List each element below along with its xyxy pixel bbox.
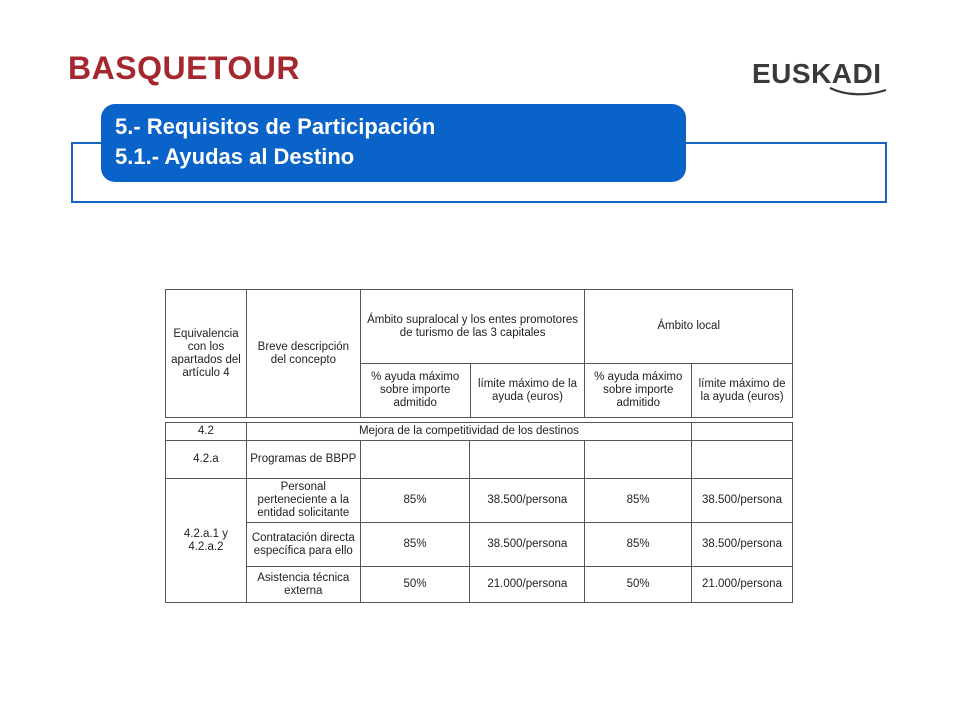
aid-table bbox=[165, 289, 793, 418]
row-42a-desc: Programas de BBPP bbox=[246, 441, 360, 479]
row-pct-local: 85% bbox=[585, 523, 692, 567]
section-empty bbox=[692, 423, 793, 441]
row-desc: Personal perteneciente a la entidad solicitante bbox=[246, 479, 360, 523]
table-row bbox=[166, 479, 793, 523]
euskadi-logo bbox=[752, 58, 892, 98]
row-desc: Asistencia técnica externa bbox=[246, 567, 360, 603]
row-pct-local: 50% bbox=[585, 567, 692, 603]
header-ambito-supralocal: Ámbito supralocal y los entes promotores de turismo de las 3 capitales bbox=[360, 290, 585, 364]
header-limite-local: límite máximo de la ayuda (euros) bbox=[692, 364, 793, 418]
empty-cell bbox=[692, 441, 793, 479]
header-equivalencia: Equivalencia con los apartados del artículo 4 bbox=[166, 290, 247, 418]
basquetour-logo bbox=[68, 50, 300, 87]
table-row-section bbox=[166, 423, 793, 441]
table-row bbox=[166, 567, 793, 603]
row-42a-code: 4.2.a bbox=[166, 441, 247, 479]
aid-table-body-wrap bbox=[165, 422, 793, 603]
section-label: Mejora de la competitividad de los destinos bbox=[246, 423, 691, 441]
empty-cell bbox=[585, 441, 692, 479]
row-pct-local: 85% bbox=[585, 479, 692, 523]
euskadi-swoosh-icon bbox=[828, 86, 888, 96]
row-limite-local: 21.000/persona bbox=[692, 567, 793, 603]
euskadi-logo-text: EUSKADI bbox=[752, 58, 882, 89]
row-desc: Contratación directa específica para ello bbox=[246, 523, 360, 567]
row-pct-supralocal: 85% bbox=[360, 523, 470, 567]
header-pct-supralocal: % ayuda máximo sobre importe admitido bbox=[360, 364, 470, 418]
row-limite-supralocal: 21.000/persona bbox=[470, 567, 585, 603]
section-code: 4.2 bbox=[166, 423, 247, 441]
table-row bbox=[166, 523, 793, 567]
header-pct-local: % ayuda máximo sobre importe admitido bbox=[585, 364, 692, 418]
header-descripcion: Breve descripción del concepto bbox=[246, 290, 360, 418]
section-title-line2: 5.1.- Ayudas al Destino bbox=[115, 144, 355, 169]
aid-table-header bbox=[165, 289, 793, 418]
basquetour-logo-text: BASQUETOUR bbox=[68, 50, 300, 86]
header-ambito-local: Ámbito local bbox=[585, 290, 793, 364]
row-limite-local: 38.500/persona bbox=[692, 479, 793, 523]
group-code: 4.2.a.1 y 4.2.a.2 bbox=[166, 479, 247, 603]
row-limite-supralocal: 38.500/persona bbox=[470, 523, 585, 567]
header-limite-supralocal: límite máximo de la ayuda (euros) bbox=[470, 364, 585, 418]
row-pct-supralocal: 85% bbox=[360, 479, 470, 523]
empty-cell bbox=[360, 441, 470, 479]
section-title bbox=[101, 104, 686, 182]
empty-cell bbox=[470, 441, 585, 479]
table-row-42a bbox=[166, 441, 793, 479]
row-limite-supralocal: 38.500/persona bbox=[470, 479, 585, 523]
section-title-line1: 5.- Requisitos de Participación bbox=[115, 114, 436, 139]
aid-table-body bbox=[165, 422, 793, 603]
row-pct-supralocal: 50% bbox=[360, 567, 470, 603]
row-limite-local: 38.500/persona bbox=[692, 523, 793, 567]
